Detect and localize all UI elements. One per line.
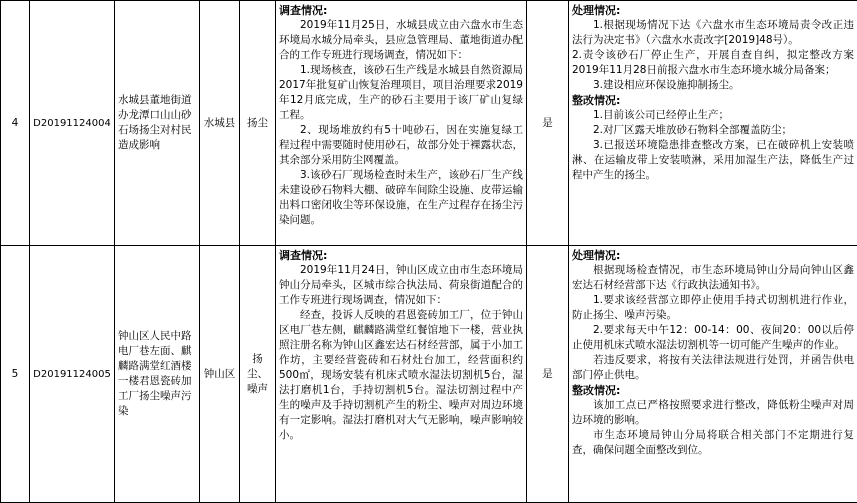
investigation-paragraph: 2019年11月25日，水城县成立由六盘水市生态环境局水城分局牵头，县应急管理局、董地街道办配合的工作专班进行现场调查，情况如下： <box>279 18 523 63</box>
investigation-paragraph: 2、现场堆放约有5十吨砂石，因在实施复绿工程过程中需要随时使用砂石，故部分处于裸露状态，其余部分采用防尘网覆盖。 <box>279 123 523 168</box>
verified-flag: 是 <box>527 246 569 503</box>
district: 钟山区 <box>200 246 240 503</box>
table-row <box>1 1 857 246</box>
pollution-type: 扬尘 <box>240 1 276 246</box>
rectify-paragraph: 该加工点已严格按照要求进行整改，降低粉尘噪声对周边环境的影响。 <box>572 398 854 428</box>
rectify-paragraph: 1.目前该公司已经停止生产； <box>572 108 854 123</box>
pollution-type: 扬尘、噪声 <box>240 246 276 503</box>
handling-paragraph: 1.要求该经营部立即停止使用手持式切割机进行作业，防止扬尘、噪声污染。 <box>572 293 854 323</box>
investigation-paragraph: 1.现场核查，该砂石生产线是水城县自然资源局2017年批复矿山恢复治理项目，项目治理要求2019年12月底完成，生产的砂石主要用于该厂矿山复绿工程。 <box>279 63 523 123</box>
complaint-issue: 钟山区人民中路电厂巷左面、麒麟路满堂红酒楼一楼君恩瓷砖加工厂扬尘噪声污染 <box>115 246 200 503</box>
investigation-paragraph: 3.该砂石厂现场检查时未生产，该砂石厂生产线未建设砂石物料大棚、破碎车间除尘设施、皮带运输出料口密闭收尘等环保设施，在生产过程存在扬尘污染问题。 <box>279 168 523 228</box>
complaint-issue: 水城县董地街道办龙潭口山山砂石场扬尘对村民造成影响 <box>115 1 200 246</box>
handling-paragraph: 2.责令该砂石厂停止生产，开展自查自纠，拟定整改方案2019年11月28日前报六盘水市生态环境水城分局备案； <box>572 48 854 78</box>
investigation-cell <box>276 246 527 503</box>
row-index: 5 <box>1 246 30 503</box>
handling-paragraph: 1.根据现场情况下达《六盘水市生态环境局责令改正违法行为决定书》（六盘水水责改字[2019]48号）。 <box>572 18 854 48</box>
handling-paragraph: 若违反要求，将按有关法律法规进行处罚，并函告供电部门停止供电。 <box>572 353 854 383</box>
rectify-paragraph: 2.对厂区露天堆放砂石物料全部覆盖防尘； <box>572 123 854 138</box>
investigation-heading: 调查情况: <box>279 248 523 263</box>
handling-cell <box>569 246 857 503</box>
case-code: D20191124004 <box>30 1 115 246</box>
investigation-paragraph: 2019年11月24日，钟山区成立由市生态环境局钟山分局牵头，区城市综合执法局、荷泉街道配合的工作专班进行现场调查，情况如下： <box>279 263 523 308</box>
handling-heading: 处理情况: <box>572 3 854 18</box>
rectify-paragraph: 市生态环境局钟山分局将联合相关部门不定期进行复查，确保问题全面整改到位。 <box>572 428 854 458</box>
table-row <box>1 246 857 503</box>
rectify-heading: 整改情况: <box>572 383 854 398</box>
handling-cell <box>569 1 857 246</box>
handling-paragraph: 3.建设相应环保设施抑制扬尘。 <box>572 78 854 93</box>
investigation-paragraph: 经查，投诉人反映的君恩瓷砖加工厂，位于钟山区电厂巷左侧，麒麟路满堂红餐馆地下一楼，营业执照注册名称为钟山区鑫宏达石材经营部，属于小加工作坊，主要经营瓷砖和石材灶台加工，经营面积约500㎡，现场安装有机床式喷水湿法切割机5台，湿法打磨机1台，手持切割机5台。湿法切割过程中产生的噪声及手持切割机产生的粉尘、噪声对周边环境有一定影响。湿法打磨机对大气无影响，噪声影响较小。 <box>279 308 523 443</box>
handling-paragraph: 根据现场检查情况，市生态环境局钟山分局向钟山区鑫宏达石材经营部下达《行政执法通知书》。 <box>572 263 854 293</box>
verified-flag: 是 <box>527 1 569 246</box>
case-code: D20191124005 <box>30 246 115 503</box>
handling-paragraph: 2.要求每天中午12：00-14：00、夜间20：00以后停止使用机床式喷水湿法切割机等一切可能产生噪声的作业。 <box>572 323 854 353</box>
row-index: 4 <box>1 1 30 246</box>
rectify-paragraph: 3.已报送环境隐患排查整改方案，已在破碎机上安装喷淋、在运输皮带上安装喷淋，采用加湿生产法，降低生产过程中产生的扬尘。 <box>572 138 854 183</box>
rectify-heading: 整改情况: <box>572 93 854 108</box>
investigation-heading: 调查情况: <box>279 3 523 18</box>
handling-heading: 处理情况: <box>572 248 854 263</box>
district: 水城县 <box>200 1 240 246</box>
investigation-cell <box>276 1 527 246</box>
